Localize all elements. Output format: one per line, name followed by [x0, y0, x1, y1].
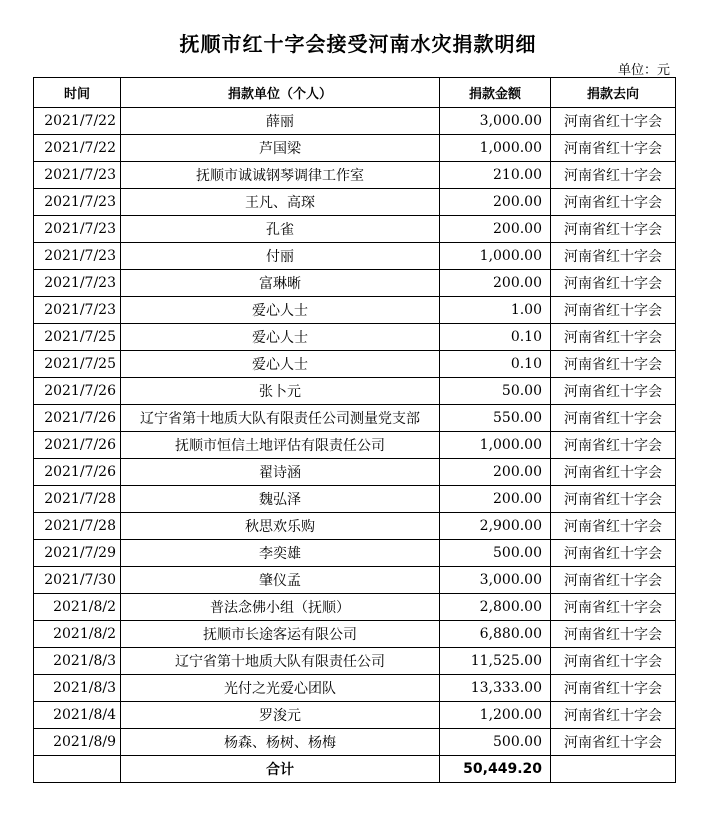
cell-amount: 200.00 — [440, 459, 551, 486]
cell-destination: 河南省红十字会 — [551, 351, 676, 378]
table-row — [34, 513, 676, 540]
cell-destination: 河南省红十字会 — [551, 702, 676, 729]
cell-destination: 河南省红十字会 — [551, 729, 676, 756]
cell-amount: 1,200.00 — [440, 702, 551, 729]
cell-date: 2021/7/23 — [34, 189, 121, 216]
cell-donor: 秋思欢乐购 — [121, 513, 440, 540]
table-row — [34, 351, 676, 378]
cell-amount: 3,000.00 — [440, 567, 551, 594]
cell-destination: 河南省红十字会 — [551, 243, 676, 270]
cell-donor: 辽宁省第十地质大队有限责任公司测量党支部 — [121, 405, 440, 432]
cell-amount: 1,000.00 — [440, 432, 551, 459]
cell-date: 2021/7/23 — [34, 270, 121, 297]
table-row — [34, 594, 676, 621]
cell-amount: 500.00 — [440, 729, 551, 756]
total-label: 合计 — [121, 756, 440, 783]
cell-date: 2021/8/3 — [34, 675, 121, 702]
cell-donor: 普法念佛小组（抚顺） — [121, 594, 440, 621]
cell-date: 2021/7/23 — [34, 243, 121, 270]
header-donor: 捐款单位（个人） — [121, 78, 440, 108]
cell-destination: 河南省红十字会 — [551, 378, 676, 405]
cell-destination: 河南省红十字会 — [551, 567, 676, 594]
cell-destination: 河南省红十字会 — [551, 189, 676, 216]
total-row — [34, 756, 676, 783]
cell-date: 2021/8/3 — [34, 648, 121, 675]
cell-donor: 罗浚元 — [121, 702, 440, 729]
table-row — [34, 162, 676, 189]
cell-donor: 抚顺市诚诚钢琴调律工作室 — [121, 162, 440, 189]
cell-donor: 李奕雄 — [121, 540, 440, 567]
table-row — [34, 405, 676, 432]
table-row — [34, 297, 676, 324]
cell-amount: 500.00 — [440, 540, 551, 567]
table-body — [34, 108, 676, 756]
cell-destination: 河南省红十字会 — [551, 513, 676, 540]
unit-label: 单位：元 — [617, 63, 670, 78]
table-row — [34, 567, 676, 594]
header-destination: 捐款去向 — [551, 78, 676, 108]
cell-donor: 薛丽 — [121, 108, 440, 135]
cell-date: 2021/7/26 — [34, 378, 121, 405]
cell-destination: 河南省红十字会 — [551, 270, 676, 297]
cell-donor: 付丽 — [121, 243, 440, 270]
table-row — [34, 243, 676, 270]
cell-date: 2021/8/2 — [34, 594, 121, 621]
header-amount: 捐款金额 — [440, 78, 551, 108]
cell-amount: 3,000.00 — [440, 108, 551, 135]
total-spacer-end — [551, 756, 676, 783]
table-header-row — [34, 78, 676, 108]
cell-destination: 河南省红十字会 — [551, 621, 676, 648]
cell-date: 2021/7/28 — [34, 486, 121, 513]
cell-date: 2021/7/30 — [34, 567, 121, 594]
cell-donor: 翟诗涵 — [121, 459, 440, 486]
table-row — [34, 675, 676, 702]
cell-amount: 2,800.00 — [440, 594, 551, 621]
cell-date: 2021/7/23 — [34, 297, 121, 324]
cell-donor: 爱心人士 — [121, 351, 440, 378]
table-row — [34, 378, 676, 405]
cell-date: 2021/7/26 — [34, 405, 121, 432]
table-row — [34, 486, 676, 513]
cell-amount: 2,900.00 — [440, 513, 551, 540]
cell-donor: 抚顺市长途客运有限公司 — [121, 621, 440, 648]
cell-amount: 11,525.00 — [440, 648, 551, 675]
cell-donor: 杨森、杨树、杨梅 — [121, 729, 440, 756]
cell-donor: 魏弘泽 — [121, 486, 440, 513]
cell-destination: 河南省红十字会 — [551, 108, 676, 135]
cell-destination: 河南省红十字会 — [551, 135, 676, 162]
cell-amount: 1.00 — [440, 297, 551, 324]
cell-destination: 河南省红十字会 — [551, 594, 676, 621]
cell-amount: 0.10 — [440, 324, 551, 351]
cell-donor: 爱心人士 — [121, 324, 440, 351]
cell-destination: 河南省红十字会 — [551, 216, 676, 243]
cell-date: 2021/8/2 — [34, 621, 121, 648]
table-row — [34, 108, 676, 135]
table-row — [34, 135, 676, 162]
table-row — [34, 459, 676, 486]
cell-donor: 爱心人士 — [121, 297, 440, 324]
cell-amount: 6,880.00 — [440, 621, 551, 648]
cell-amount: 1,000.00 — [440, 243, 551, 270]
table-row — [34, 189, 676, 216]
cell-donor: 富琳晰 — [121, 270, 440, 297]
cell-destination: 河南省红十字会 — [551, 540, 676, 567]
header-date: 时间 — [34, 78, 121, 108]
cell-amount: 200.00 — [440, 486, 551, 513]
cell-date: 2021/7/22 — [34, 108, 121, 135]
table-row — [34, 270, 676, 297]
donation-table — [33, 77, 676, 783]
cell-date: 2021/7/28 — [34, 513, 121, 540]
cell-destination: 河南省红十字会 — [551, 675, 676, 702]
cell-donor: 孔雀 — [121, 216, 440, 243]
cell-destination: 河南省红十字会 — [551, 648, 676, 675]
cell-donor: 辽宁省第十地质大队有限责任公司 — [121, 648, 440, 675]
total-amount: 50,449.20 — [440, 756, 551, 783]
cell-destination: 河南省红十字会 — [551, 486, 676, 513]
cell-donor: 芦国梁 — [121, 135, 440, 162]
table-row — [34, 540, 676, 567]
cell-amount: 1,000.00 — [440, 135, 551, 162]
cell-destination: 河南省红十字会 — [551, 297, 676, 324]
table-row — [34, 621, 676, 648]
table-row — [34, 702, 676, 729]
cell-donor: 肇仪孟 — [121, 567, 440, 594]
cell-date: 2021/7/26 — [34, 459, 121, 486]
cell-date: 2021/7/29 — [34, 540, 121, 567]
cell-destination: 河南省红十字会 — [551, 324, 676, 351]
cell-date: 2021/7/22 — [34, 135, 121, 162]
cell-destination: 河南省红十字会 — [551, 162, 676, 189]
cell-amount: 0.10 — [440, 351, 551, 378]
cell-destination: 河南省红十字会 — [551, 432, 676, 459]
cell-amount: 200.00 — [440, 189, 551, 216]
cell-date: 2021/8/4 — [34, 702, 121, 729]
cell-amount: 50.00 — [440, 378, 551, 405]
cell-donor: 王凡、高琛 — [121, 189, 440, 216]
cell-amount: 550.00 — [440, 405, 551, 432]
cell-donor: 抚顺市恒信土地评估有限责任公司 — [121, 432, 440, 459]
cell-donor: 光付之光爱心团队 — [121, 675, 440, 702]
table-row — [34, 432, 676, 459]
table-row — [34, 729, 676, 756]
cell-amount: 200.00 — [440, 270, 551, 297]
cell-date: 2021/7/26 — [34, 432, 121, 459]
cell-date: 2021/7/23 — [34, 162, 121, 189]
cell-date: 2021/7/23 — [34, 216, 121, 243]
cell-destination: 河南省红十字会 — [551, 459, 676, 486]
table-row — [34, 216, 676, 243]
table-row — [34, 324, 676, 351]
cell-date: 2021/8/9 — [34, 729, 121, 756]
cell-donor: 张卜元 — [121, 378, 440, 405]
table-row — [34, 648, 676, 675]
page-title: 抚顺市红十字会接受河南水灾捐款明细 — [179, 32, 537, 56]
cell-date: 2021/7/25 — [34, 324, 121, 351]
cell-amount: 200.00 — [440, 216, 551, 243]
cell-amount: 210.00 — [440, 162, 551, 189]
total-spacer — [34, 756, 121, 783]
cell-date: 2021/7/25 — [34, 351, 121, 378]
cell-amount: 13,333.00 — [440, 675, 551, 702]
cell-destination: 河南省红十字会 — [551, 405, 676, 432]
